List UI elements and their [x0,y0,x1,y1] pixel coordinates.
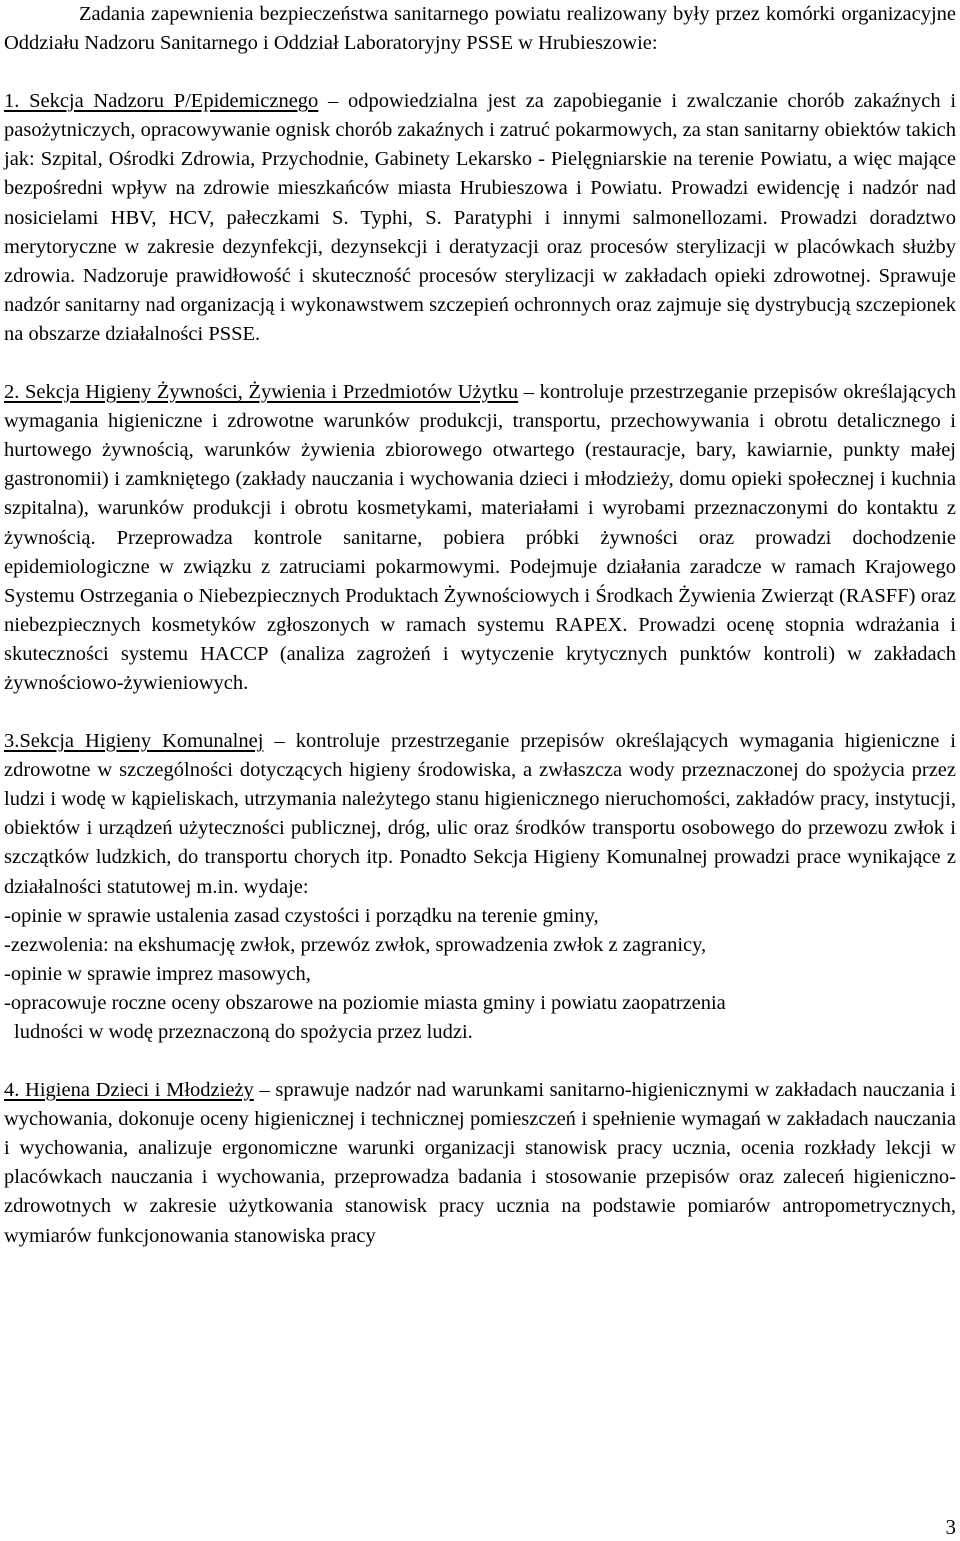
section-children-hygiene [4,1076,956,1251]
document-page [4,0,956,1251]
list-item: -opinie w sprawie ustalenia zasad czystości i porządku na terenie gminy, [4,904,599,927]
section-food-hygiene [4,378,956,698]
section-epidemic [4,87,956,349]
intro-paragraph: Zadania zapewnienia bezpieczeństwa sanitarnego powiatu realizowany były przez komórki organizacyjne Oddziału Nadzoru Sanitarnego i Oddział Laboratoryjny PSSE w Hrubieszowie: [4,3,956,55]
dash: – [263,730,296,753]
list-item-continuation: ludności w wodę przeznaczoną do spożycia przez ludzi. [14,1021,473,1043]
section-heading: 2. Sekcja Higieny Żywności, Żywienia i Przedmiotów Użytku [4,381,519,404]
page-number: 3 [945,1515,956,1539]
section-heading: 4. Higiena Dzieci i Młodzieży [4,1079,254,1102]
section-body: odpowiedzialna jest za zapobieganie i zwalczanie chorób zakaźnych i pasożytniczych, opracowywanie ognisk chorób zakaźnych i zatruć pokarmowych, za stan sanitarny obiektów takich jak: Szpital, Ośrodki Zdrowia, Przychodnie, Gabinety Lekarsko - Pielęgniarskie na terenie Powiatu, a więc mające bezpośredni wpływ na zdrowie mieszkańców miasta Hrubieszowa i Powiatu. Prowadzi ewidencję i nadzór nad nosicielami HBV, HCV, pałeczkami S. Typhi, S. Paratyphi i innymi salmonellozami. Prowadzi doradztwo merytoryczne w zakresie dezynfekcji, dezynsekcji i deratyzacji oraz procesów sterylizacji w placówkach służby zdrowia. Nadzoruje prawidłowość i skuteczność procesów sterylizacji w zakładach opieki zdrowotnej. Sprawuje nadzór sanitarny nad organizacją i wykonawstwem szczepień ochronnych oraz zajmuje się dystrybucją szczepionek na obszarze działalności PSSE. [4,90,957,345]
section-body: sprawuje nadzór nad warunkami sanitarno-higienicznymi w zakładach nauczania i wychowania, dokonuje oceny higienicznej i technicznej pomieszczeń i spełnienie wymagań w zakładach nauczania i wychowania, analizuje ergonomiczne warunki organizacji stanowisk pracy ucznia, ocenia rozkłady lekcji w placówkach nauczania i wychowania, przeprowadza badania i stosowanie przepisów oraz zaleceń higieniczno-zdrowotnych w zakresie użytkowania stanowisk pracy ucznia na podstawie pomiarów antropometrycznych, wymiarów funkcjonowania stanowiska pracy [4,1079,956,1247]
section-body: kontroluje przestrzeganie przepisów określających wymagania higieniczne i zdrowotne w szczególności dotyczących higieny środowiska, a zwłaszcza wody przeznaczonej do spożycia przez ludzi i wodę w kąpieliskach, utrzymania należytego stanu higienicznego nieruchomości, zakładów pracy, instytucji, obiektów i urządzeń użyteczności publicznej, dróg, ulic oraz środków transportu osobowego do przewozu zwłok i szczątków ludzkich, do transportu chorych itp. Ponadto Sekcja Higieny Komunalnej prowadzi prace wynikające z działalności statutowej m.in. wydaje: [4,730,956,898]
section-communal-hygiene [4,727,956,902]
dash: – [318,90,348,113]
spacer [4,698,956,727]
spacer [4,349,956,378]
dash: – [253,1079,276,1102]
list-item: -opracowuje roczne oceny obszarowe na poziomie miasta gminy i powiatu zaopatrzenia [4,991,726,1014]
spacer [4,58,956,87]
spacer [4,1047,956,1076]
list-item: -zezwolenia: na ekshumację zwłok, przewóz zwłok, sprowadzenia zwłok z zagranicy, [4,933,707,956]
list-item: -opinie w sprawie imprez masowych, [4,962,311,985]
section-heading: 3.Sekcja Higieny Komunalnej [4,730,264,753]
section-heading: 1. Sekcja Nadzoru P/Epidemicznego [4,90,319,113]
section-body: kontroluje przestrzeganie przepisów określających wymagania higieniczne i zdrowotne warunków produkcji, transportu, przechowywania i obrotu detalicznego i hurtowego żywnością, warunków żywienia zbiorowego otwartego (restauracje, bary, kawiarnie, punkty małej gastronomii) i zamkniętego (zakłady nauczania i wychowania dzieci i młodzieży, domu opieki społecznej i kuchnia szpitalna), warunków produkcji i obrotu kosmetykami, materiałami i wyrobami przeznaczonymi do kontaktu z żywnością. Przeprowadza kontrole sanitarne, pobiera próbki żywności oraz prowadzi dochodzenie epidemiologiczne w związku z zatruciami pokarmowymi. Podejmuje działania zaradcze w ramach Krajowego Systemu Ostrzegania o Niebezpiecznych Produktach Żywnościowych i Środkach Żywienia Zwierząt (RASFF) oraz niebezpiecznych kosmetyków zgłoszonych w ramach systemu RAPEX. Prowadzi ocenę stopnia wdrażania i skuteczności systemu HACCP (analiza zagrożeń i wytyczenie krytycznych punktów kontroli) w zakładach żywnościowo-żywieniowych. [4,381,956,694]
dash: – [518,381,540,404]
